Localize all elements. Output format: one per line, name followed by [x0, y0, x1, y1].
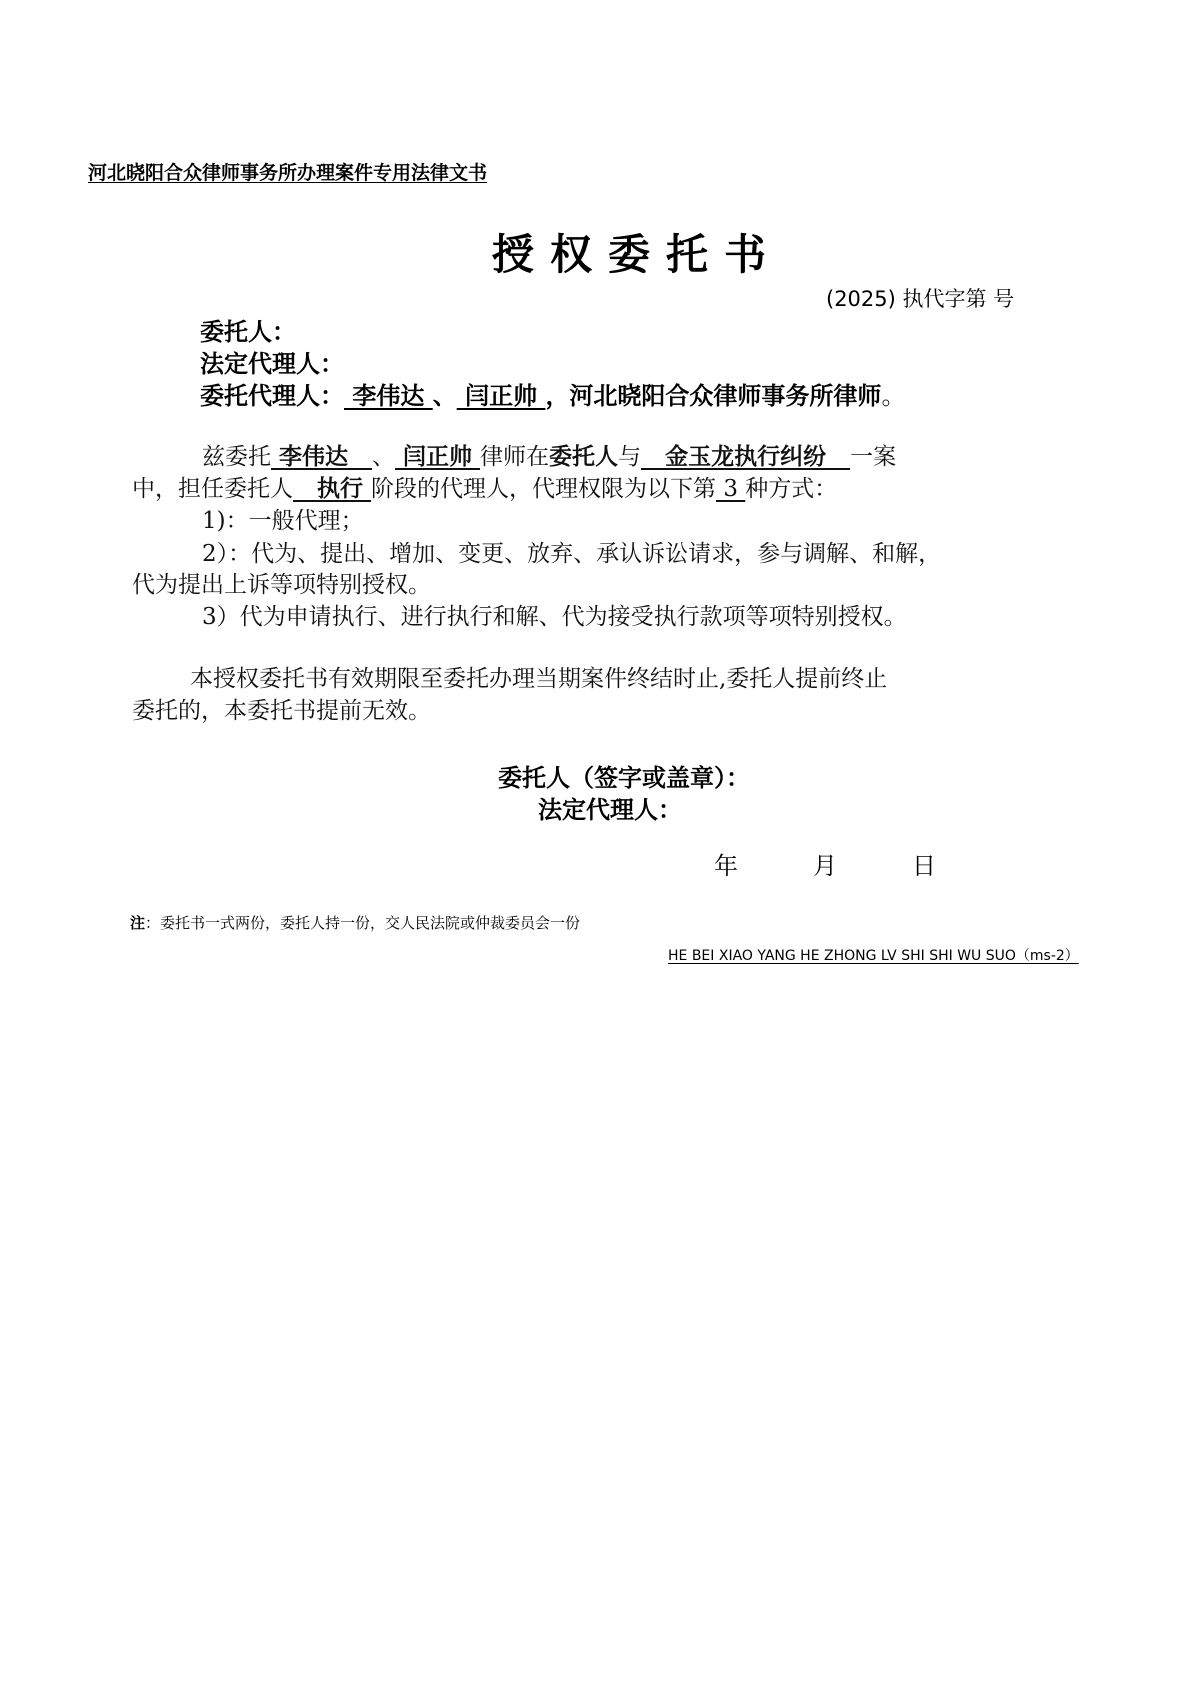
- option-number: 3: [716, 476, 746, 502]
- legal-rep-signature-label: 法定代理人：: [538, 796, 682, 824]
- firm-header: 河北晓阳合众律师事务所办理案件专用法律文书: [88, 162, 488, 184]
- option-2-line-1: 2）：代为、提出、增加、变更、放弃、承认诉讼请求，参与调解、和解，: [202, 541, 942, 567]
- footer-code: HE BEI XIAO YANG HE ZHONG LV SHI SHI WU SUO（ms-2）: [668, 948, 1079, 964]
- text: 阶段的代理人，代理权限为以下第: [371, 476, 717, 502]
- agent-end: 。: [881, 382, 906, 410]
- principal-line: [200, 312, 296, 347]
- option-1: 1)：一般代理；: [202, 508, 364, 534]
- principal-term: 委托人: [549, 444, 619, 470]
- document-number: (2025) 执代字第 号: [826, 287, 1015, 311]
- text: 一案: [850, 444, 897, 470]
- lawyer-name-2: 闫正帅: [395, 444, 481, 470]
- validity-line-1: 本授权委托书有效期限至委托办理当期案件终结时止,委托人提前终止: [190, 666, 888, 692]
- option-3: 3）代为申请执行、进行执行和解、代为接受执行款项等项特别授权。: [202, 604, 907, 630]
- agent-firm: ，河北晓阳合众律师事务所律师: [545, 382, 882, 410]
- agent-name-2: 闫正帅: [456, 382, 546, 410]
- case-name: 金玉龙执行纠纷: [641, 444, 851, 470]
- text: 兹委托: [202, 444, 271, 470]
- text: 与: [618, 444, 642, 470]
- document-title: 授权委托书: [492, 230, 783, 279]
- note-text: ：委托书一式两份，委托人持一份，交人民法院或仲裁委员会一份: [145, 914, 581, 932]
- date-month: 月: [813, 852, 837, 880]
- text: 律师在: [480, 444, 550, 470]
- authorization-paragraph-line-1: [202, 438, 896, 471]
- lawyer-name-1: 李伟达: [271, 444, 373, 470]
- agent-label: 委托代理人：: [200, 382, 344, 410]
- agent-separator: 、: [432, 382, 457, 410]
- note: [130, 912, 580, 933]
- agent-line: [200, 376, 905, 411]
- note-label: 注: [130, 914, 146, 932]
- option-2-line-2: 代为提出上诉等项特别授权。: [132, 572, 431, 598]
- principal-label: 委托人：: [200, 318, 296, 346]
- date-year: 年: [714, 852, 738, 880]
- date-day: 日: [912, 852, 936, 880]
- validity-line-2: 委托的，本委托书提前无效。: [132, 698, 431, 724]
- text: 种方式：: [745, 476, 838, 502]
- legal-rep-line: [200, 344, 344, 379]
- agent-name-1: 李伟达: [344, 382, 433, 410]
- text: 中，担任委托人: [132, 476, 293, 502]
- authorization-paragraph-line-2: [132, 470, 837, 503]
- text: 、: [372, 444, 396, 470]
- principal-signature-label: 委托人（签字或盖章）：: [498, 764, 750, 792]
- legal-rep-label: 法定代理人：: [200, 350, 344, 378]
- case-stage: 执行: [293, 476, 372, 502]
